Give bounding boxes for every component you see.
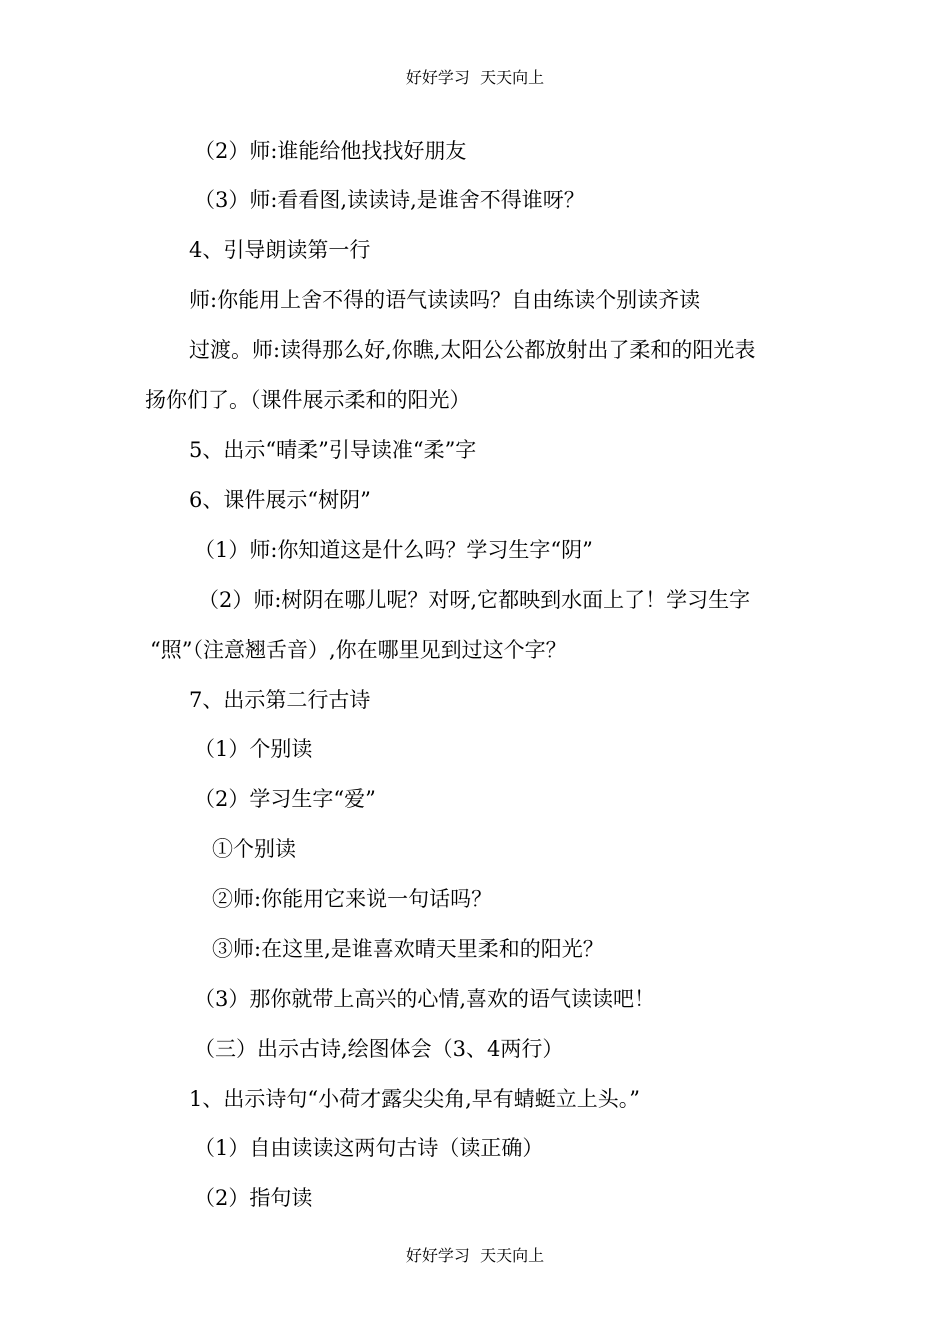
text-line-3: 4、引导朗读第一行 xyxy=(189,238,371,262)
text-line-6: 扬你们了。（课件展示柔和的阳光） xyxy=(145,388,471,412)
text-line-15: ①个别读 xyxy=(212,837,296,861)
text-line-14: （2）学习生字“爱” xyxy=(194,787,376,811)
text-line-1: （2）师:谁能给他找找好朋友 xyxy=(194,139,467,163)
text-line-12: 7、出示第二行古诗 xyxy=(189,688,371,712)
text-line-7: 5、出示“晴柔”引导读准“柔”字 xyxy=(189,438,477,462)
text-line-11: “照”（注意翘舌音）,你在哪里见到过这个字？ xyxy=(150,638,567,662)
text-line-18: （3）那你就带上高兴的心情,喜欢的语气读读吧！ xyxy=(194,987,656,1011)
text-line-21: （1）自由读读这两句古诗（读正确） xyxy=(194,1136,544,1160)
text-line-5: 过渡。师:读得那么好,你瞧,太阳公公都放射出了柔和的阳光表 xyxy=(189,338,756,362)
text-line-9: （1）师:你知道这是什么吗？学习生字“阴” xyxy=(194,538,593,562)
text-line-13: （1）个别读 xyxy=(194,737,313,761)
text-line-17: ③师:在这里,是谁喜欢晴天里柔和的阳光？ xyxy=(212,937,604,961)
text-line-4: 师:你能用上舍不得的语气读读吗？自由练读个别读齐读 xyxy=(189,288,701,312)
page-footer: 好好学习 天天向上 xyxy=(405,1246,545,1265)
text-line-2: （3）师:看看图,读读诗,是谁舍不得谁呀？ xyxy=(194,188,585,212)
text-line-10: （2）师:树阴在哪儿呢？对呀,它都映到水面上了！学习生字 xyxy=(198,588,751,612)
text-line-19: （三）出示古诗,绘图体会（3、4两行） xyxy=(194,1037,564,1061)
text-line-22: （2）指句读 xyxy=(194,1186,313,1210)
page-header: 好好学习 天天向上 xyxy=(405,68,545,87)
text-line-8: 6、课件展示“树阴” xyxy=(189,488,371,512)
text-line-20: 1、出示诗句“小荷才露尖尖角,早有蜻蜓立上头。” xyxy=(189,1087,641,1111)
text-line-16: ②师:你能用它来说一句话吗？ xyxy=(212,887,493,911)
